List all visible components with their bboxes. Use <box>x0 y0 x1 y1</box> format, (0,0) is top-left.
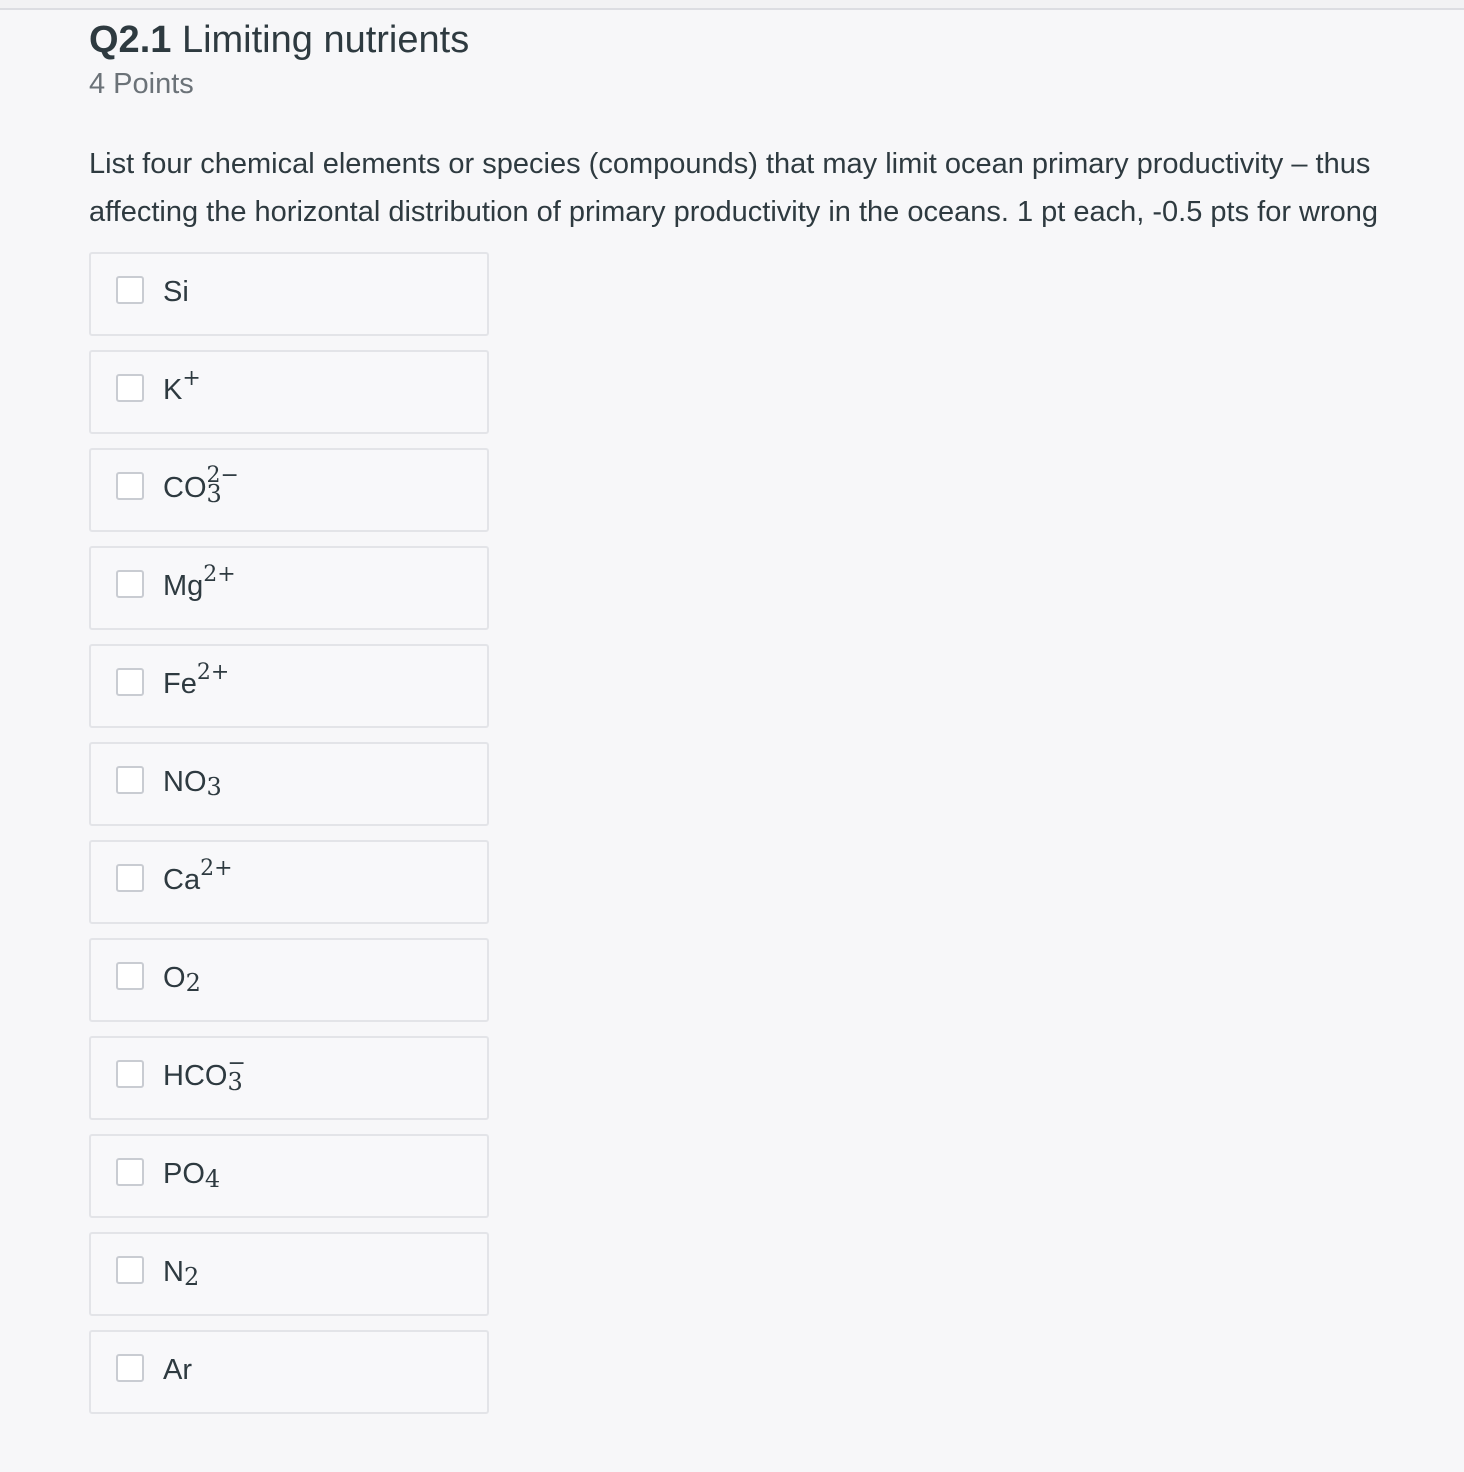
checkbox[interactable] <box>116 276 144 304</box>
option-base: N <box>163 1256 184 1288</box>
checkbox[interactable] <box>116 668 144 696</box>
option-base: HCO <box>163 1060 228 1092</box>
option-base: NO <box>163 766 207 798</box>
checkbox[interactable] <box>116 962 144 990</box>
option-superscript: − <box>227 1051 246 1076</box>
answer-options <box>89 252 489 1414</box>
question-title-text: Limiting nutrients <box>181 19 470 61</box>
option-base: Mg <box>163 570 204 602</box>
option-label <box>163 764 222 801</box>
checkbox[interactable] <box>116 374 144 402</box>
option-2[interactable] <box>89 448 489 532</box>
option-11[interactable] <box>89 1330 489 1414</box>
option-5[interactable] <box>89 742 489 826</box>
option-1[interactable] <box>89 350 489 434</box>
option-label <box>163 856 233 901</box>
checkbox[interactable] <box>116 864 144 892</box>
option-superscript: 2− <box>206 463 239 488</box>
option-subscript: 2 <box>185 969 201 997</box>
option-3[interactable] <box>89 546 489 630</box>
option-7[interactable] <box>89 938 489 1022</box>
option-base: K <box>163 374 183 406</box>
question-title <box>89 18 1429 62</box>
option-label <box>163 960 201 997</box>
option-9[interactable] <box>89 1134 489 1218</box>
checkbox[interactable] <box>116 472 144 500</box>
option-script-stack <box>206 463 241 508</box>
option-base: Si <box>163 276 189 308</box>
option-subscript: 2 <box>183 1263 200 1291</box>
option-subscript: 4 <box>204 1165 221 1193</box>
option-4[interactable] <box>89 644 489 728</box>
option-label <box>163 274 189 310</box>
option-0[interactable] <box>89 252 489 336</box>
checkbox[interactable] <box>116 1158 144 1186</box>
checkbox[interactable] <box>116 1256 144 1284</box>
option-superscript: 2+ <box>203 562 236 587</box>
option-base: Ar <box>163 1354 192 1386</box>
option-6[interactable] <box>89 840 489 924</box>
option-label <box>163 1051 261 1096</box>
option-base: Fe <box>163 668 197 700</box>
option-label <box>163 1254 199 1291</box>
checkbox[interactable] <box>116 570 144 598</box>
option-subscript: 3 <box>206 773 222 801</box>
checkbox[interactable] <box>116 766 144 794</box>
option-base: PO <box>163 1158 205 1190</box>
option-label <box>163 366 201 411</box>
option-superscript: + <box>182 366 201 391</box>
option-label <box>163 1352 192 1388</box>
option-label <box>163 562 236 607</box>
option-base: O <box>163 962 186 994</box>
option-10[interactable] <box>89 1232 489 1316</box>
option-subscript: 3 <box>206 480 222 508</box>
checkbox[interactable] <box>116 1060 144 1088</box>
question-points: 4 Points <box>89 68 194 100</box>
option-label <box>163 1156 220 1193</box>
option-label <box>163 660 230 705</box>
option-label <box>163 463 241 508</box>
option-script-stack <box>227 1051 261 1096</box>
option-base: Ca <box>163 864 201 896</box>
top-divider <box>0 0 1464 10</box>
checkbox[interactable] <box>116 1354 144 1382</box>
option-base: CO <box>163 472 207 504</box>
question-prompt: List four chemical elements or species (compounds) that may limit ocean primary productivity – thus affecting the horizontal distribution of primary productivity in the oceans. 1 pt each, -0.5 pts for wrong <box>89 148 1379 228</box>
question-block <box>89 18 1429 1428</box>
option-superscript: 2+ <box>200 856 233 881</box>
option-subscript: 3 <box>227 1068 243 1096</box>
option-superscript: 2+ <box>196 660 230 685</box>
question-number: Q2.1 <box>89 19 172 61</box>
option-8[interactable] <box>89 1036 489 1120</box>
